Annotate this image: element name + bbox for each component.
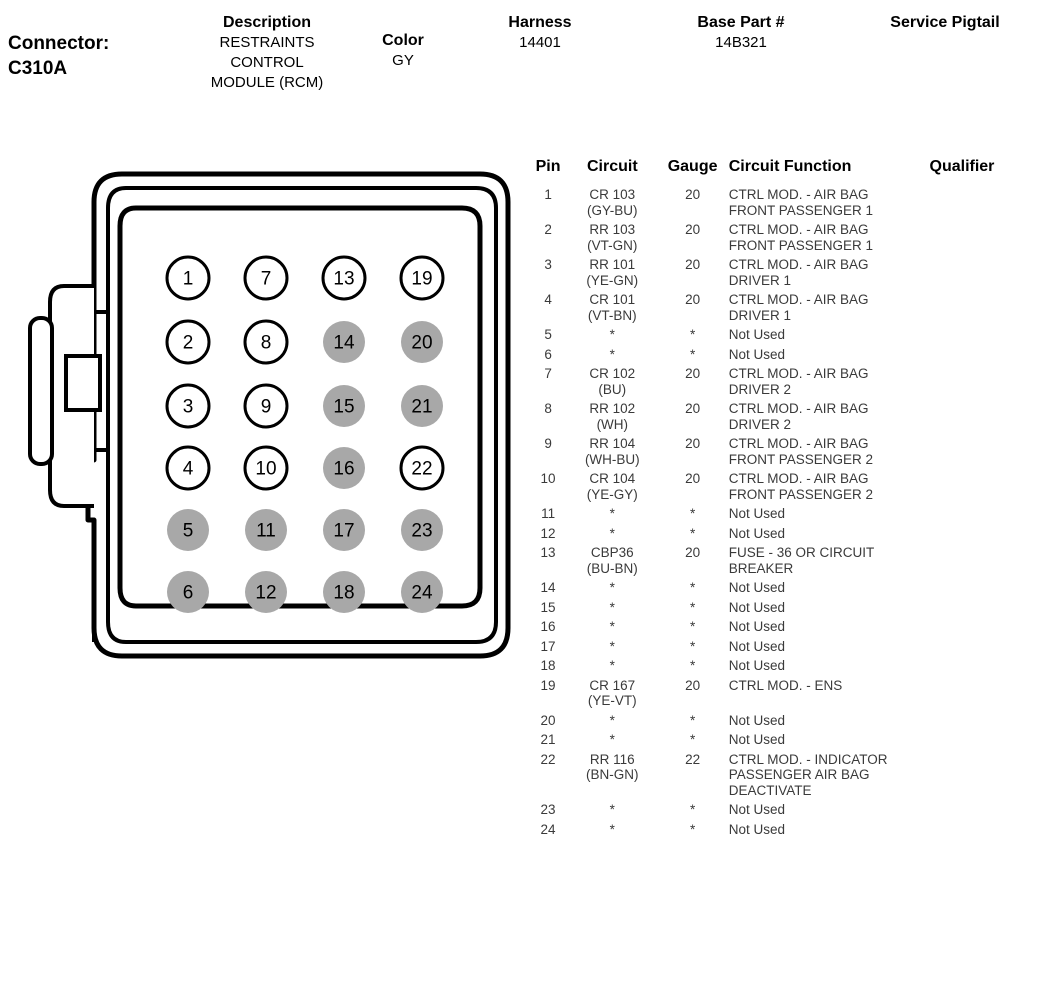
circuit-name: * xyxy=(609,619,615,634)
header-pin: Pin xyxy=(535,158,561,175)
table-row xyxy=(528,345,1048,365)
function-line-2: BREAKER xyxy=(728,560,794,576)
cell-gauge: * xyxy=(689,658,696,673)
circuit-name: * xyxy=(609,821,615,837)
table-row xyxy=(528,750,1048,801)
cell-circuit xyxy=(568,345,656,365)
connector-word: Connector: xyxy=(8,33,110,54)
pin-number-5: 5 xyxy=(182,520,194,542)
table-row xyxy=(528,325,1048,345)
circuit-name: * xyxy=(609,658,615,673)
pin-number-17: 17 xyxy=(333,520,355,542)
circuit-name: RR 101 xyxy=(589,257,636,272)
cell-circuit-function xyxy=(729,800,930,820)
function-line-1: CTRL MOD. - AIR BAG xyxy=(728,471,869,486)
table-row xyxy=(528,524,1048,544)
function-line-1: Not Used xyxy=(728,712,786,728)
cell-pin: 17 xyxy=(540,638,556,654)
cell-pin: 21 xyxy=(540,732,556,747)
pin-table-container xyxy=(528,158,1048,839)
circuit-name: * xyxy=(609,327,615,342)
cell-qualifier xyxy=(930,676,1049,711)
header-gauge: Gauge xyxy=(667,158,718,175)
circuit-name: CR 103 xyxy=(589,187,636,202)
cell-circuit xyxy=(568,504,656,524)
circuit-name: RR 116 xyxy=(589,751,635,767)
circuit-name: * xyxy=(609,712,615,728)
circuit-color-code: (YE-GN) xyxy=(586,272,639,288)
cell-circuit xyxy=(568,578,656,598)
pin-table xyxy=(528,158,1048,839)
circuit-name: * xyxy=(609,346,615,362)
circuit-color-code: (BU) xyxy=(598,381,627,397)
function-line-1: Not Used xyxy=(728,506,786,521)
cell-pin: 4 xyxy=(544,292,552,307)
cell-pin: 16 xyxy=(540,619,556,634)
circuit-color-code: (WH) xyxy=(596,416,629,432)
circuit-color-code: (BU-BN) xyxy=(586,560,638,576)
pin-number-19: 19 xyxy=(411,268,433,290)
cell-circuit xyxy=(568,364,656,399)
description-line-3: MODULE (RCM) xyxy=(210,74,324,91)
cell-qualifier xyxy=(930,598,1049,618)
cell-pin: 5 xyxy=(544,327,552,342)
header-col-harness xyxy=(470,12,610,53)
header-col-service-pigtail xyxy=(855,12,1035,33)
cell-pin: 24 xyxy=(540,821,556,837)
cell-pin: 7 xyxy=(544,366,552,381)
cell-circuit xyxy=(568,637,656,657)
pin-number-12: 12 xyxy=(255,582,277,604)
circuit-name: * xyxy=(609,580,615,595)
connector-label-block xyxy=(8,32,198,82)
pin-number-16: 16 xyxy=(333,458,355,480)
cell-qualifier xyxy=(930,290,1049,325)
cell-qualifier xyxy=(930,325,1049,345)
header-circuit: Circuit xyxy=(586,158,638,175)
table-row xyxy=(528,598,1048,618)
cell-qualifier xyxy=(930,185,1049,220)
cell-qualifier xyxy=(930,711,1049,731)
cell-gauge: * xyxy=(689,580,696,595)
circuit-name: * xyxy=(609,599,615,615)
cell-gauge: * xyxy=(689,599,696,615)
function-line-1: Not Used xyxy=(728,346,786,362)
cell-circuit-function xyxy=(729,711,930,731)
cell-circuit-function xyxy=(729,434,930,469)
cell-gauge: 20 xyxy=(685,222,701,237)
circuit-color-code: (BN-GN) xyxy=(586,767,639,782)
function-line-1: Not Used xyxy=(728,327,786,342)
table-row xyxy=(528,364,1048,399)
cell-gauge: 20 xyxy=(685,187,701,202)
header-col-color xyxy=(352,30,454,71)
cell-gauge: * xyxy=(689,506,696,521)
table-row xyxy=(528,820,1048,840)
cell-gauge: * xyxy=(689,802,696,817)
pin-number-6: 6 xyxy=(182,582,194,604)
cell-qualifier xyxy=(930,617,1049,637)
function-line-2: DRIVER 1 xyxy=(728,272,792,288)
header-col-description xyxy=(188,12,346,93)
connector-header xyxy=(0,0,1052,120)
cell-pin: 23 xyxy=(540,802,556,817)
cell-circuit xyxy=(568,598,656,618)
cell-circuit xyxy=(568,185,656,220)
cell-pin: 2 xyxy=(544,222,552,237)
cell-qualifier xyxy=(930,434,1049,469)
function-line-1: Not Used xyxy=(728,580,786,595)
table-row xyxy=(528,637,1048,657)
cell-circuit xyxy=(568,290,656,325)
base-part-value: 14B321 xyxy=(715,34,767,51)
pin-number-15: 15 xyxy=(333,396,355,418)
cell-gauge: 20 xyxy=(685,257,701,272)
cell-pin: 22 xyxy=(540,751,556,767)
cell-circuit-function xyxy=(729,750,930,801)
pin-number-21: 21 xyxy=(411,396,433,418)
cell-qualifier xyxy=(930,220,1049,255)
table-row xyxy=(528,220,1048,255)
table-row xyxy=(528,434,1048,469)
circuit-color-code: (VT-BN) xyxy=(587,307,637,323)
circuit-name: * xyxy=(609,638,615,654)
connector-id: C310A xyxy=(8,58,68,79)
table-row xyxy=(528,656,1048,676)
harness-value: 14401 xyxy=(519,34,561,51)
cell-gauge: 20 xyxy=(685,292,701,307)
circuit-name: RR 102 xyxy=(589,401,636,416)
pin-number-18: 18 xyxy=(333,582,355,604)
cell-circuit-function xyxy=(729,578,930,598)
cell-circuit xyxy=(568,750,656,801)
cell-circuit xyxy=(568,711,656,731)
function-line-2: DRIVER 2 xyxy=(728,416,792,432)
cell-gauge: * xyxy=(689,732,696,747)
cell-pin: 8 xyxy=(544,401,552,416)
cell-circuit xyxy=(568,800,656,820)
table-row xyxy=(528,469,1048,504)
function-line-1: CTRL MOD. - AIR BAG xyxy=(728,366,869,381)
cell-circuit-function xyxy=(729,325,930,345)
cell-gauge: * xyxy=(689,346,696,362)
function-line-1: Not Used xyxy=(728,658,786,673)
cell-pin: 10 xyxy=(540,471,556,486)
pin-table-body xyxy=(528,185,1048,839)
circuit-name: CR 102 xyxy=(589,366,636,381)
cell-pin: 9 xyxy=(544,436,552,451)
function-line-1: Not Used xyxy=(728,599,786,615)
cell-circuit xyxy=(568,543,656,578)
table-row xyxy=(528,711,1048,731)
cell-pin: 15 xyxy=(540,599,556,615)
description-line-2: CONTROL xyxy=(230,54,304,71)
cell-qualifier xyxy=(930,364,1049,399)
table-row xyxy=(528,543,1048,578)
cell-gauge: * xyxy=(689,327,696,342)
cell-qualifier xyxy=(930,504,1049,524)
cell-gauge: * xyxy=(689,525,696,541)
function-line-2: DRIVER 2 xyxy=(728,381,792,397)
cell-gauge: 20 xyxy=(685,677,701,693)
circuit-name: RR 104 xyxy=(589,436,636,451)
pin-number-14: 14 xyxy=(333,332,355,354)
cell-circuit xyxy=(568,524,656,544)
cell-gauge: 20 xyxy=(685,545,701,560)
cell-circuit-function xyxy=(729,399,930,434)
cell-gauge: * xyxy=(689,638,696,654)
function-line-1: CTRL MOD. - AIR BAG xyxy=(728,436,869,451)
pin-number-23: 23 xyxy=(411,520,433,542)
cell-gauge: * xyxy=(689,821,696,837)
function-line-3: DEACTIVATE xyxy=(728,782,812,798)
circuit-name: CR 104 xyxy=(589,471,636,486)
function-line-1: Not Used xyxy=(728,525,786,541)
table-row xyxy=(528,578,1048,598)
cell-circuit xyxy=(568,434,656,469)
function-line-1: FUSE - 36 OR CIRCUIT xyxy=(728,545,875,560)
connector-face-diagram xyxy=(10,160,530,690)
cell-qualifier xyxy=(930,637,1049,657)
function-line-1: CTRL MOD. - INDICATOR xyxy=(728,751,888,767)
cell-circuit-function xyxy=(729,220,930,255)
table-row xyxy=(528,399,1048,434)
cell-circuit-function xyxy=(729,543,930,578)
cell-gauge: * xyxy=(689,712,696,728)
cell-gauge: 22 xyxy=(685,751,701,767)
circuit-name: CR 167 xyxy=(589,677,636,693)
cell-circuit-function xyxy=(729,469,930,504)
cell-circuit xyxy=(568,676,656,711)
pin-number-7: 7 xyxy=(260,268,272,290)
header-qualifier: Qualifier xyxy=(929,158,995,175)
function-line-1: Not Used xyxy=(728,619,786,634)
cell-pin: 1 xyxy=(544,187,552,202)
cell-qualifier xyxy=(930,578,1049,598)
function-line-1: CTRL MOD. - AIR BAG xyxy=(728,401,869,416)
cell-pin: 6 xyxy=(544,346,552,362)
circuit-color-code: (YE-GY) xyxy=(586,486,638,502)
connector-seal-ring xyxy=(30,318,52,464)
cell-qualifier xyxy=(930,800,1049,820)
cell-pin: 3 xyxy=(544,257,552,272)
circuit-name: * xyxy=(609,506,615,521)
cell-circuit-function xyxy=(729,345,930,365)
connector-keyway-tab xyxy=(66,356,100,410)
cell-qualifier xyxy=(930,399,1049,434)
function-line-2: FRONT PASSENGER 2 xyxy=(728,451,874,467)
cell-pin: 18 xyxy=(540,658,556,673)
cell-gauge: 20 xyxy=(685,401,701,416)
cell-qualifier xyxy=(930,656,1049,676)
cell-pin: 11 xyxy=(541,506,556,521)
harness-title: Harness xyxy=(508,14,572,31)
circuit-color-code: (GY-BU) xyxy=(587,202,638,218)
circuit-name: RR 103 xyxy=(589,222,636,237)
function-line-2: FRONT PASSENGER 1 xyxy=(728,237,874,253)
cell-circuit-function xyxy=(729,185,930,220)
circuit-name: * xyxy=(609,525,615,541)
cell-pin: 20 xyxy=(540,712,556,728)
cell-circuit-function xyxy=(729,617,930,637)
pin-number-4: 4 xyxy=(182,458,194,480)
header-function: Circuit Function xyxy=(728,158,852,175)
table-row xyxy=(528,255,1048,290)
pin-number-20: 20 xyxy=(411,332,433,354)
table-row xyxy=(528,185,1048,220)
header-col-base-part xyxy=(660,12,822,53)
pin-number-22: 22 xyxy=(411,458,433,480)
cell-gauge: 20 xyxy=(685,436,701,451)
cell-pin: 14 xyxy=(540,580,556,595)
pin-number-11: 11 xyxy=(256,520,276,542)
cell-circuit xyxy=(568,220,656,255)
pin-number-10: 10 xyxy=(255,458,277,480)
cell-circuit xyxy=(568,469,656,504)
table-row xyxy=(528,290,1048,325)
pin-number-3: 3 xyxy=(182,396,194,418)
pin-number-13: 13 xyxy=(333,268,355,290)
cell-pin: 19 xyxy=(540,677,556,693)
cell-pin: 13 xyxy=(540,545,556,560)
function-line-1: Not Used xyxy=(728,638,786,654)
table-row xyxy=(528,617,1048,637)
circuit-color-code: (WH-BU) xyxy=(584,451,640,467)
function-line-2: FRONT PASSENGER 1 xyxy=(728,202,874,218)
cell-circuit xyxy=(568,325,656,345)
pin-number-2: 2 xyxy=(182,332,194,354)
cell-circuit xyxy=(568,820,656,840)
function-line-2: FRONT PASSENGER 2 xyxy=(728,486,874,502)
function-line-1: CTRL MOD. - AIR BAG xyxy=(728,222,869,237)
pin-number-8: 8 xyxy=(260,332,272,354)
function-line-1: CTRL MOD. - ENS xyxy=(728,677,843,693)
description-line-1: RESTRAINTS xyxy=(219,34,315,51)
cell-circuit-function xyxy=(729,637,930,657)
circuit-name: * xyxy=(609,802,615,817)
color-title: Color xyxy=(382,32,424,49)
table-row xyxy=(528,504,1048,524)
pin-number-9: 9 xyxy=(260,396,272,418)
cell-circuit xyxy=(568,730,656,750)
cell-circuit-function xyxy=(729,598,930,618)
base-part-title: Base Part # xyxy=(697,14,785,31)
function-line-1: Not Used xyxy=(728,802,786,817)
function-line-1: Not Used xyxy=(728,821,786,837)
function-line-1: Not Used xyxy=(728,732,786,747)
service-pigtail-title: Service Pigtail xyxy=(890,14,1000,31)
cell-pin: 12 xyxy=(540,525,556,541)
cell-circuit xyxy=(568,255,656,290)
pin-number-24: 24 xyxy=(411,582,433,604)
cell-qualifier xyxy=(930,820,1049,840)
cell-qualifier xyxy=(930,469,1049,504)
cell-circuit-function xyxy=(729,656,930,676)
cell-circuit-function xyxy=(729,524,930,544)
cell-gauge: 20 xyxy=(685,471,701,486)
function-line-1: CTRL MOD. - AIR BAG xyxy=(728,292,869,307)
pin-number-1: 1 xyxy=(182,268,194,290)
cell-gauge: * xyxy=(689,619,696,634)
circuit-color-code: (YE-VT) xyxy=(587,693,637,708)
function-line-1: CTRL MOD. - AIR BAG xyxy=(728,187,869,202)
cell-qualifier xyxy=(930,543,1049,578)
cell-gauge: 20 xyxy=(685,366,701,381)
circuit-name: CR 101 xyxy=(589,292,636,307)
cell-circuit-function xyxy=(729,364,930,399)
function-line-1: CTRL MOD. - AIR BAG xyxy=(728,257,869,272)
cell-qualifier xyxy=(930,750,1049,801)
circuit-name: * xyxy=(609,732,615,747)
description-title: Description xyxy=(222,14,311,31)
cell-circuit-function xyxy=(729,676,930,711)
circuit-color-code: (VT-GN) xyxy=(587,237,638,253)
table-row xyxy=(528,800,1048,820)
cell-circuit-function xyxy=(729,504,930,524)
cell-circuit xyxy=(568,399,656,434)
cell-qualifier xyxy=(930,345,1049,365)
cell-circuit xyxy=(568,656,656,676)
cell-qualifier xyxy=(930,255,1049,290)
cell-circuit-function xyxy=(729,730,930,750)
cell-circuit-function xyxy=(729,820,930,840)
color-value: GY xyxy=(392,52,414,69)
function-line-2: PASSENGER AIR BAG xyxy=(728,767,870,782)
table-header-row xyxy=(528,158,1048,185)
cell-qualifier xyxy=(930,524,1049,544)
cell-qualifier xyxy=(930,730,1049,750)
cell-circuit xyxy=(568,617,656,637)
cell-circuit-function xyxy=(729,255,930,290)
function-line-2: DRIVER 1 xyxy=(728,307,792,323)
table-row xyxy=(528,730,1048,750)
cell-circuit-function xyxy=(729,290,930,325)
table-row xyxy=(528,676,1048,711)
circuit-name: CBP36 xyxy=(590,545,634,560)
